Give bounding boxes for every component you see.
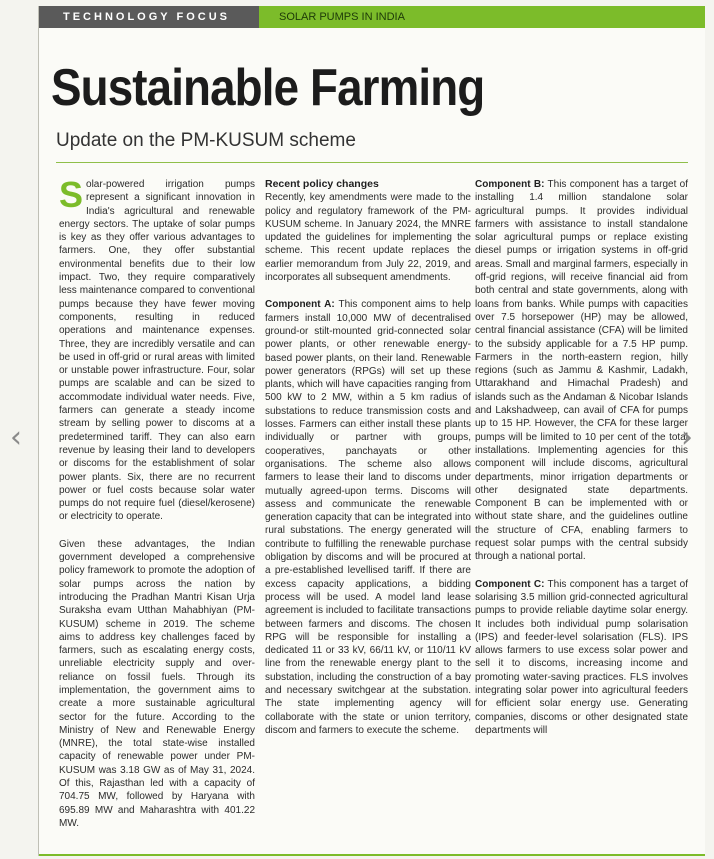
component-b-text: This component has a target of installing 1.4 million standalone solar agricultural pumps. It provides individual farmers with assistance to install standalone solar agricultural pumps or replace existing diesel pumps or irrigation systems in off-grid areas. Small and marginal farmers, especially in off-grid regions, will receive financial aid from both central and state governments, along with loans from banks. While pumps with capacities over 7.5 horsepower (HP) may be allowed, central financial assistance (CFA) will be limited to the subsidy applicable for a 7.5 HP pump. Farmers in the north-eastern region, hilly regions (such as Jammu & Kashmir, Ladakh, Uttarakhand and Himachal Pradesh) and islands such as the Andaman & Nicobar Islands and Lakshadweep, can avail of CFA for pumps up to 15 HP. However, the CFA for these larger pumps will be limited to 10 per cent of the total installations. Implementing agencies for this component will include discoms, agricultural departments, minor irrigation departments or other designated state departments. Component B can be implemented with or without state share, and the guidelines outline the structure of CFA, enabling farmers to request solar pumps with the central subsidy through a national portal. xyxy=(475,179,688,563)
component-c-text: This component has a target of solarising 3.5 million grid-connected agricultural pumps to provide reliable daytime solar energy. It includes both individual pump solarisation (IPS) and feeder-level solarisation (FLS). IPS allows farmers to use excess solar power and sell it to discoms, increasing income and promoting water-saving practices. FLS involves integrating solar power into agricultural feeders for efficient solar energy use. Generating companies, discoms or other designated state departments will xyxy=(475,578,688,736)
footer-line xyxy=(39,854,705,856)
component-a-label: Component A: xyxy=(265,299,335,311)
column-2 xyxy=(265,178,471,751)
topic-label: SOLAR PUMPS IN INDIA xyxy=(259,6,705,28)
policy-heading: Recent policy changes xyxy=(265,178,379,190)
component-a-paragraph xyxy=(265,298,471,737)
column-3 xyxy=(475,178,688,751)
column-1 xyxy=(59,174,255,844)
next-page-chevron-icon[interactable]: › xyxy=(681,420,693,455)
component-b-label: Component B: xyxy=(475,179,545,190)
section-label: TECHNOLOGY FOCUS xyxy=(39,6,259,28)
component-c-paragraph xyxy=(475,578,688,738)
article-title: Sustainable Farming xyxy=(51,59,485,117)
prev-page-chevron-icon[interactable]: ‹ xyxy=(10,420,22,455)
title-divider xyxy=(56,162,688,163)
component-b-paragraph xyxy=(475,178,688,564)
scheme-paragraph: Given these advantages, the Indian government developed a comprehensive policy framework to promote the adoption of solar pumps across the nation by introducing the Pradhan Mantri Kisan Urja Suraksha evam Utthan Mahabhiyan (PM-KUSUM) scheme in 2019. The scheme aims to address key challenges faced by farmers, such as escalating energy costs, unreliable electricity supply and over-reliance on fossil fuels. Through its implementation, the government aims to create a more sustainable agricultural sector for the future. According to the Ministry of New and Renewable Energy (MNRE), the total state-wise installed capacity of renewable power under PM-KUSUM was 3.18 GW as of May 31, 2024. Of this, Rajasthan led with a capacity of 704.75 MW, followed by Haryana with 695.89 MW and Maharashtra with 401.22 MW. xyxy=(59,538,255,829)
dropcap: S xyxy=(59,174,84,215)
intro-text: olar-powered irrigation pumps represent a significant innovation in India's agricultural and renewable energy sectors. The uptake of solar pumps is key as they offer various advantages to farmers. One, they offer substantial environmental benefits due to their low impact. Two, they require comparatively less maintenance compared to conventional pumps because they have fewer moving components, resulting in reduced operations and maintenance expenses. Three, they are incredibly versatile and can be used in off-grid or rural areas with limited or unstable power infrastructure. Four, solar pumps are scalable and can be sized to accommodate individual water needs. Five, farmers can generate a steady income stream by selling power to discoms at a predetermined tariff. They can also earn revenue by leasing their land to developers or discoms for the establishment of solar power plants. Six, there are no recurrent power or fuel costs because solar water pumps do not require fuel (diesel/kerosene) or electricity to operate. xyxy=(59,179,255,523)
header-bar xyxy=(39,6,705,28)
article-subtitle: Update on the PM-KUSUM scheme xyxy=(56,130,356,151)
magazine-page xyxy=(38,6,705,856)
component-c-label: Component C: xyxy=(475,578,545,590)
component-a-text: This component aims to help farmers install 10,000 MW of decentralised ground-or stilt-mounted grid-connected solar power plants, or other renewable energy-based power plants, on their land. Renewable power generators (RPGs) will set up these plants, which will have capacities ranging from 500 kW to 2 MW, within a 5 km radius of substations to reduce transmission costs and losses. Farmers can either install these plants individually or partner with groups, cooperatives, panchayats or other organisations. The scheme also allows farmers to lease their land to discoms under mutually agreed-upon terms. Discoms will assess and communicate the renewable generation capacity that can be integrated into rural substations. The energy generated will contribute to fulfilling the renewable purchase obligation by discoms and will be procured at a pre-established levellised tariff. If there are excess capacity applications, a bidding process will be used. A model land lease agreement is included to facilitate transactions between farmers and discoms. The chosen RPG will be responsible for installing a dedicated 11 or 33 kV, 66/11 kV, or 110/11 kV line from the renewable energy plant to the substation, including the construction of a bay and necessary switchgear at the substation. The state implementing agency will collaborate with the state or union territory, discom and farmers to execute the scheme. xyxy=(265,299,471,736)
policy-paragraph: Recently, key amendments were made to the policy and regulatory framework of the PM-KUSUM scheme. In January 2024, the MNRE updated the guidelines for implementing the scheme. This recent update replaces the earlier memorandum from July 22, 2019, and incorporates all subsequent amendments. xyxy=(265,192,471,284)
intro-paragraph xyxy=(59,174,255,524)
